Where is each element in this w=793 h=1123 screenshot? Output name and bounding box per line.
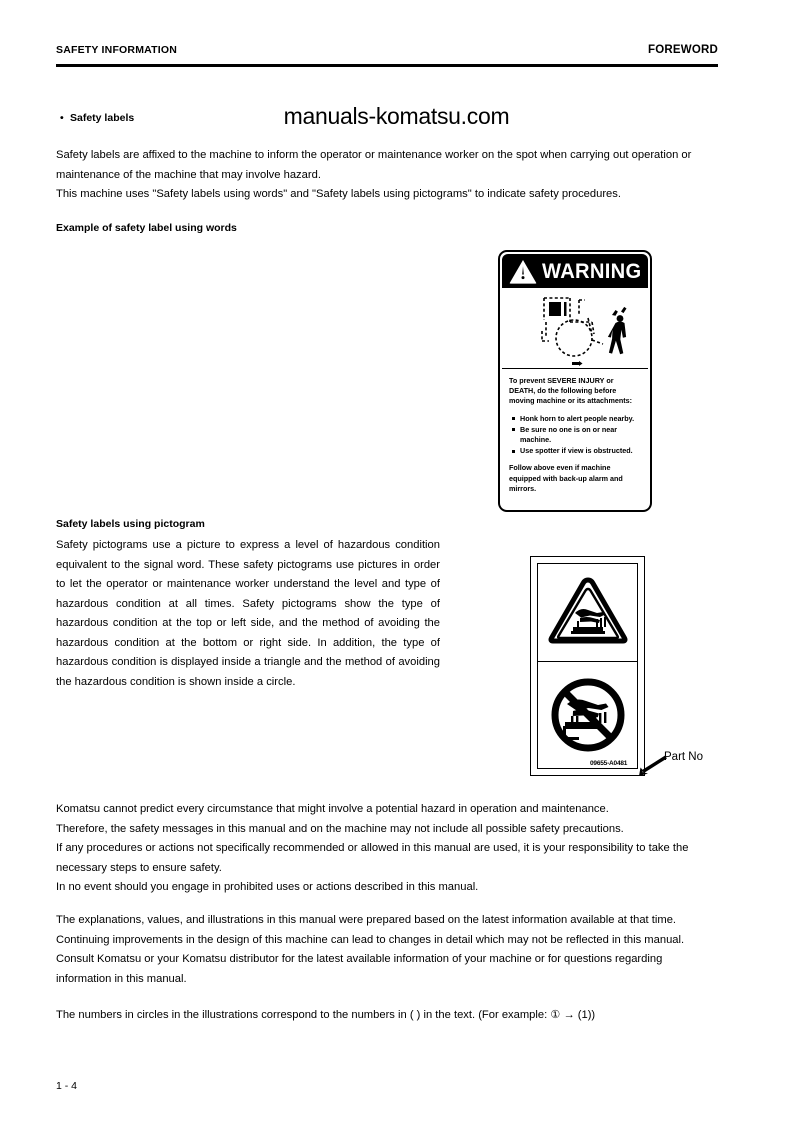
no-hands-prohibition-icon bbox=[549, 676, 627, 754]
watermark-text: manuals-komatsu.com bbox=[283, 103, 510, 129]
subheading-example-words: Example of safety label using words bbox=[56, 222, 237, 234]
person-figure bbox=[608, 307, 627, 354]
bullet-dot-icon: • bbox=[60, 112, 64, 124]
header-section-title: SAFETY INFORMATION bbox=[56, 44, 178, 56]
subheading-using-pictogram: Safety labels using pictogram bbox=[56, 518, 205, 530]
warning-bullet-item: Use spotter if view is obstructed. bbox=[520, 446, 641, 456]
komatsu-disclaimer-line-4: In no event should you engage in prohibited uses or actions described in this manual. bbox=[56, 881, 479, 893]
komatsu-disclaimer-line-3: If any procedures or actions not specifically recommended or allowed in this manual are used, it is your responsibility to take the necessary steps to ensure safety. bbox=[56, 842, 689, 874]
machine-and-person-pictogram-icon bbox=[502, 288, 648, 368]
warning-footer-text: Follow above even if machine equipped with back-up alarm and mirrors. bbox=[509, 463, 623, 493]
warning-signal-word: WARNING bbox=[542, 259, 642, 283]
intro-paragraph-1: Safety labels are affixed to the machine to inform the operator or maintenance worker on the spot when carrying out operation or maintenance of the machine that may involve hazard. bbox=[56, 149, 692, 181]
warning-bullet-list bbox=[509, 414, 641, 457]
warning-label-text-panel bbox=[502, 370, 648, 510]
warning-intro-text: To prevent SEVERE INJURY or DEATH, do the following before moving machine or its attachments: bbox=[509, 376, 633, 406]
komatsu-disclaimer-line-1: Komatsu cannot predict every circumstance that might involve a potential hazard in operation and maintenance. bbox=[56, 803, 609, 815]
part-number-text: 09655-A0481 bbox=[590, 760, 628, 767]
explanations-paragraph: The explanations, values, and illustrations in this manual were prepared based on the latest information available at that time. Continuing improvements in the design of this machine can lead to changes in detail which may not be reflected in this manual. Consult Komatsu or your Komatsu distributor for the latest available information of your machine or for questions regarding information in this manual. bbox=[56, 914, 685, 985]
warning-triangle-exclamation-icon bbox=[509, 259, 537, 284]
page-header bbox=[56, 44, 718, 66]
warning-bullet-item: Honk horn to alert people nearby. bbox=[520, 414, 641, 424]
komatsu-disclaimer-line-2: Therefore, the safety messages in this manual and on the machine may not include all possible safety precautions. bbox=[56, 822, 624, 835]
warning-label-graphic bbox=[498, 250, 652, 512]
warning-bullet-item: Be sure no one is on or near machine. bbox=[520, 425, 641, 445]
header-chapter-title: FOREWORD bbox=[648, 44, 718, 56]
safety-labels-heading-label: Safety labels bbox=[70, 112, 135, 124]
pictogram-prohibition-cell bbox=[538, 663, 637, 767]
intro-paragraph-block bbox=[56, 146, 720, 205]
pictogram-description-paragraph: Safety pictograms use a picture to express a level of hazardous condition equivalent to the signal word. These safety pictograms use pictures in order to let the operator or maintenance worker understand the level and type of hazardous condition at all times. Safety pictograms show the type of hazardous condition at the top or left side, and the method of avoiding the hazardous condition at the bottom or right side. In addition, the type of hazardous condition is displayed inside a triangle and the method of avoiding the hazardous condition is shown inside a circle. bbox=[56, 539, 440, 688]
warning-label-header-bar bbox=[502, 254, 648, 288]
header-divider-rule bbox=[56, 64, 718, 67]
safety-labels-heading bbox=[60, 112, 134, 124]
part-number-callout-label: Part No bbox=[664, 751, 703, 763]
crush-hazard-triangle-icon bbox=[547, 577, 629, 649]
pictogram-hazard-cell bbox=[538, 564, 637, 662]
page-footer-number: 1 - 4 bbox=[56, 1080, 78, 1092]
warning-pictogram-panel bbox=[502, 288, 648, 369]
komatsu-disclaimer-block bbox=[56, 800, 720, 898]
pictogram-label-inner-border bbox=[537, 563, 638, 769]
intro-paragraph-2: This machine uses "Safety labels using words" and "Safety labels using pictograms" to indicate safety procedures. bbox=[56, 188, 621, 200]
pictogram-label-graphic bbox=[530, 556, 645, 776]
numbers-in-circles-paragraph: The numbers in circles in the illustrations correspond to the numbers in ( ) in the text. (For example: ① → (1)) bbox=[56, 1009, 596, 1021]
